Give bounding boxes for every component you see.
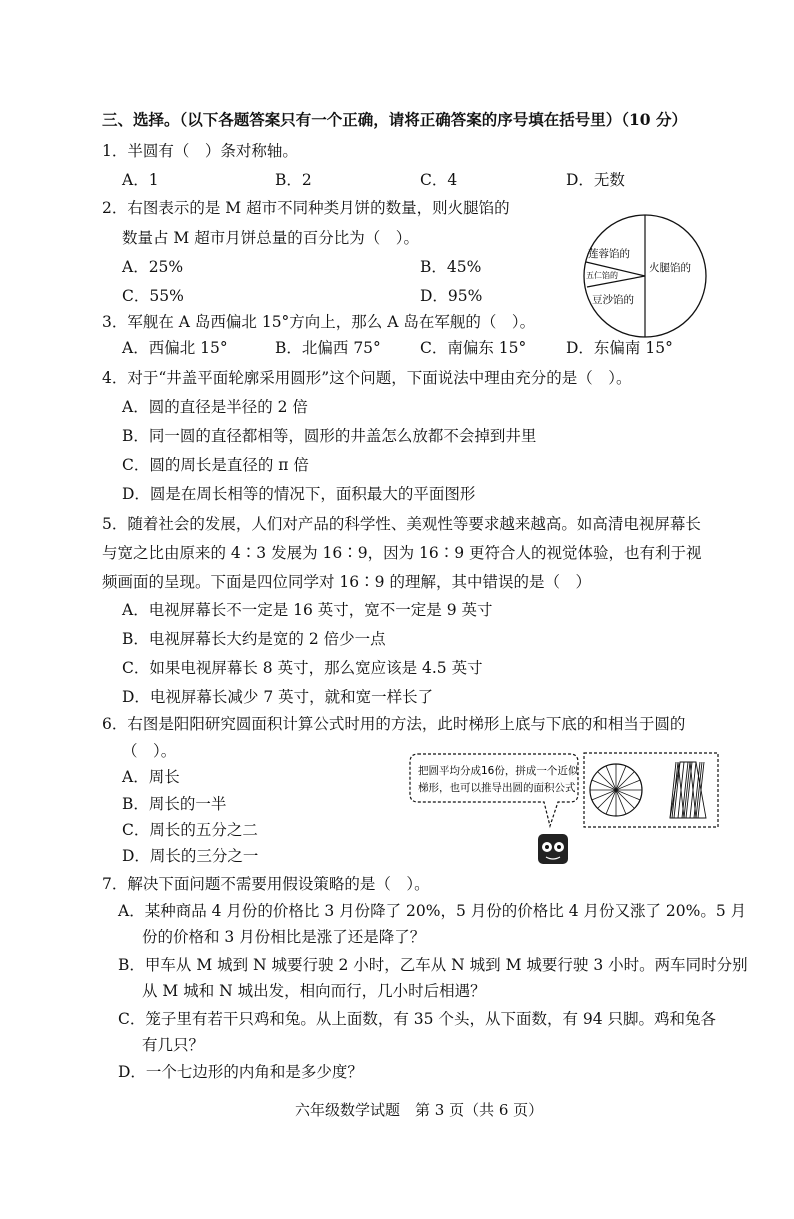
- q3-option-c: C．南偏东 15°: [420, 339, 527, 357]
- q6-option-c: C．周长的五分之二: [122, 821, 258, 839]
- q5-option-a: A．电视屏幕长不一定是 16 英寸，宽不一定是 9 英寸: [122, 601, 493, 619]
- question-6-stem-line1: 6．右图是阳阳研究圆面积计算公式时用的方法，此时梯形上底与下底的和相当于圆的: [102, 715, 686, 733]
- q1-option-d: D．无数: [566, 171, 625, 189]
- q1-option-b: B．2: [275, 171, 312, 189]
- q7-option-c-line2: 有几只？: [142, 1036, 205, 1054]
- pie-label-red-bean: 豆沙馅的: [592, 294, 634, 306]
- question-6-stem-line2: （ ）。: [122, 742, 177, 760]
- page-footer: 六年级数学试题 第 3 页（共 6 页）: [295, 1101, 544, 1119]
- q7-option-b-line2: 从 M 城和 N 城出发，相向而行，几小时后相遇？: [142, 982, 486, 1000]
- question-4-stem: 4．对于“井盖平面轮廓采用圆形”这个问题，下面说法中理由充分的是（ ）。: [102, 369, 632, 387]
- q1-option-a: A．1: [122, 171, 159, 189]
- speech-line-1: 把圆平均分成16份，拼成一个近似: [418, 765, 579, 777]
- question-2-stem-line1: 2．右图表示的是 M 超市不同种类月饼的数量，则火腿馅的: [102, 199, 510, 217]
- pie-label-five-nut: 五仁馅的: [586, 271, 618, 280]
- question-7-stem: 7．解决下面问题不需要用假设策略的是（ ）。: [102, 875, 430, 893]
- q2-option-c: C．55%: [122, 287, 184, 305]
- q6-option-d: D．周长的三分之一: [122, 847, 259, 865]
- q4-option-b: B．同一圆的直径都相等，圆形的井盖怎么放都不会掉到井里: [122, 427, 537, 445]
- yangyang-avatar: [538, 834, 568, 864]
- divided-circle-16: [590, 764, 642, 816]
- q2-option-a: A．25%: [122, 258, 184, 276]
- question-2-stem-line2: 数量占 M 超市月饼总量的百分比为（ ）。: [122, 229, 419, 247]
- trapezoid-sectors: [670, 762, 706, 818]
- q6-option-b: B．周长的一半: [122, 795, 227, 813]
- q3-option-d: D．东偏南 15°: [566, 339, 673, 357]
- q5-option-d: D．电视屏幕长减少 7 英寸，就和宽一样长了: [122, 688, 434, 706]
- q7-option-a-line2: 份的价格和 3 月份相比是涨了还是降了？: [142, 928, 426, 946]
- q4-option-c: C．圆的周长是直径的 π 倍: [122, 456, 309, 474]
- q7-option-a-line1: A．某种商品 4 月份的价格比 3 月份降了 20%，5 月份的价格比 4 月份又涨了 20%。5 月: [118, 902, 747, 920]
- q2-option-d: D．95%: [420, 287, 483, 305]
- q1-option-c: C．4: [420, 171, 458, 189]
- question-5-stem-line1: 5．随着社会的发展，人们对产品的科学性、美观性等要求越来越高。如高清电视屏幕长: [102, 515, 701, 533]
- q4-option-a: A．圆的直径是半径的 2 倍: [122, 398, 308, 416]
- q5-option-b: B．电视屏幕长大约是宽的 2 倍少一点: [122, 630, 386, 648]
- circle-area-figure: [408, 748, 728, 870]
- q7-option-d: D．一个七边形的内角和是多少度？: [118, 1063, 363, 1081]
- pie-label-lotus: 莲蓉馅的: [588, 248, 630, 260]
- mooncake-pie-chart: [582, 203, 712, 345]
- question-3-stem: 3．军舰在 A 岛西偏北 15°方向上，那么 A 岛在军舰的（ ）。: [102, 313, 536, 331]
- pie-label-ham: 火腿馅的: [649, 262, 691, 274]
- q3-option-b: B．北偏西 75°: [275, 339, 381, 357]
- question-5-stem-line2: 与宽之比由原来的 4∶3 发展为 16∶9，因为 16∶9 更符合人的视觉体验，也有利于视: [102, 544, 702, 562]
- q6-option-a: A．周长: [122, 768, 180, 786]
- speech-line-2: 梯形，也可以推导出圆的面积公式: [418, 782, 576, 794]
- question-5-stem-line3: 频画面的呈现。下面是四位同学对 16∶9 的理解，其中错误的是（ ）: [102, 573, 591, 591]
- q7-option-b-line1: B．甲车从 M 城到 N 城要行驶 2 小时，乙车从 N 城到 M 城要行驶 3 小时。两车同时分别: [118, 956, 748, 974]
- q2-option-b: B．45%: [420, 258, 482, 276]
- q3-option-a: A．西偏北 15°: [122, 339, 228, 357]
- q4-option-d: D．圆是在周长相等的情况下，面积最大的平面图形: [122, 485, 476, 503]
- question-1-stem: 1．半圆有（ ）条对称轴。: [102, 142, 298, 160]
- q7-option-c-line1: C．笼子里有若干只鸡和兔。从上面数，有 35 个头，从下面数，有 94 只脚。鸡和兔各: [118, 1010, 717, 1028]
- section-heading: 三、选择。（以下各题答案只有一个正确，请将正确答案的序号填在括号里）（10 分）: [102, 110, 687, 129]
- q5-option-c: C．如果电视屏幕长 8 英寸，那么宽应该是 4.5 英寸: [122, 659, 483, 677]
